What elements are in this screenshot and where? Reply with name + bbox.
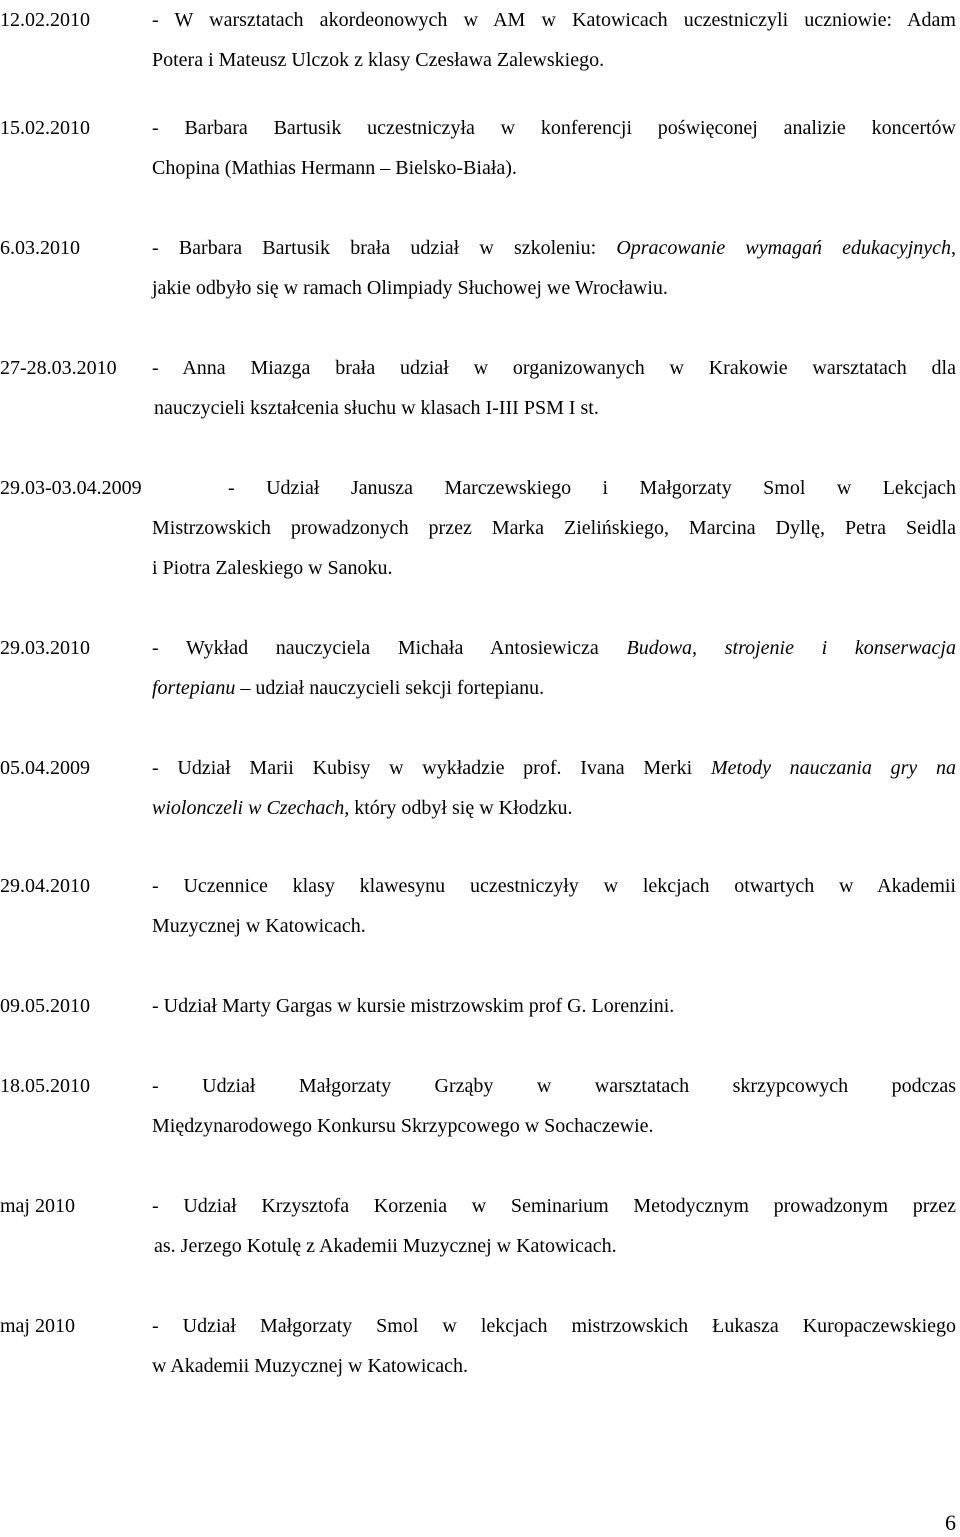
text-segment: - Udział Marii Kubisy w wykładzie prof. Ivana Merki xyxy=(152,757,711,779)
text-line xyxy=(152,508,956,548)
text-segment: - Udział Krzysztofa Korzenia w Seminarium Metodycznym prowadzonym przez xyxy=(152,1195,956,1217)
entry-date: 15.02.2010 xyxy=(0,117,90,139)
entry-text xyxy=(152,1306,956,1386)
italic-title: Budowa, strojenie i konserwacja xyxy=(626,637,956,659)
text-line xyxy=(152,788,956,828)
text-segment: w Akademii Muzycznej w Katowicach. xyxy=(152,1355,469,1377)
text-line xyxy=(152,1186,956,1226)
text-line xyxy=(152,40,956,80)
text-line xyxy=(152,268,956,308)
entry-text xyxy=(152,866,956,946)
italic-title: Opracowanie wymagań edukacyjnych xyxy=(616,237,951,259)
text-line xyxy=(228,468,956,508)
entry-text xyxy=(152,986,956,1026)
text-segment: jakie odbyło się w ramach Olimpiady Słuchowej we Wrocławiu. xyxy=(152,277,668,299)
text-line xyxy=(152,906,956,946)
text-segment: , xyxy=(951,237,956,259)
text-segment: , który odbył się w Kłodzku. xyxy=(344,797,573,819)
text-line xyxy=(152,986,956,1026)
page-number: 6 xyxy=(945,1510,956,1535)
text-segment: Mistrzowskich prowadzonych przez Marka Zielińskiego, Marcina Dyllę, Petra Seidla xyxy=(152,517,956,539)
text-segment: – udział nauczycieli sekcji fortepianu. xyxy=(235,677,545,699)
text-segment: - Barbara Bartusik uczestniczyła w konferencji poświęconej analizie koncertów xyxy=(152,117,956,139)
text-line xyxy=(152,748,956,788)
entry-text xyxy=(152,108,956,188)
text-segment: - Udział Małgorzaty Smol w lekcjach mistrzowskich Łukasza Kuropaczewskiego xyxy=(152,1315,956,1337)
text-line xyxy=(152,628,956,668)
entry-text xyxy=(152,748,956,828)
text-segment: Potera i Mateusz Ulczok z klasy Czesława Zalewskiego. xyxy=(152,49,605,71)
text-segment: - Udział Marty Gargas w kursie mistrzowskim prof G. Lorenzini. xyxy=(152,995,675,1017)
text-segment: nauczycieli kształcenia słuchu w klasach I-III PSM I st. xyxy=(154,397,599,419)
text-segment: - Wykład nauczyciela Michała Antosiewicza xyxy=(152,637,627,659)
text-line xyxy=(152,388,956,428)
text-segment: i Piotra Zaleskiego w Sanoku. xyxy=(152,557,393,579)
entry-text xyxy=(152,628,956,708)
entry-date: 27-28.03.2010 xyxy=(0,357,117,379)
entry-date: 05.04.2009 xyxy=(0,757,90,779)
text-segment: Chopina (Mathias Hermann – Bielsko-Biała). xyxy=(152,157,517,179)
text-line xyxy=(152,1066,956,1106)
text-line xyxy=(152,148,956,188)
italic-title: fortepianu xyxy=(152,677,236,699)
text-segment: Muzycznej w Katowicach. xyxy=(152,915,366,937)
text-line xyxy=(152,1306,956,1346)
italic-title: wiolonczeli w Czechach xyxy=(152,797,345,819)
italic-title: Metody nauczania gry na xyxy=(710,757,956,779)
text-line xyxy=(152,866,956,906)
text-line xyxy=(152,1346,956,1386)
text-segment: - Barbara Bartusik brała udział w szkoleniu: xyxy=(152,237,617,259)
text-line xyxy=(152,348,956,388)
entry-date: 29.03-03.04.2009 xyxy=(0,477,142,499)
entry-text xyxy=(152,0,956,80)
text-segment: - Anna Miazga brała udział w organizowanych w Krakowie warsztatach dla xyxy=(152,357,956,379)
entry-text xyxy=(152,228,956,308)
text-line xyxy=(152,1106,956,1146)
text-line xyxy=(152,0,956,40)
text-segment: as. Jerzego Kotulę z Akademii Muzycznej w Katowicach. xyxy=(154,1235,617,1257)
text-segment: - W warsztatach akordeonowych w AM w Katowicach uczestniczyli uczniowie: Adam xyxy=(152,9,956,31)
text-line xyxy=(152,1226,956,1266)
entry-date: 18.05.2010 xyxy=(0,1075,90,1097)
entry-text xyxy=(152,1066,956,1146)
entry-date: 29.04.2010 xyxy=(0,875,90,897)
text-line xyxy=(152,228,956,268)
entry-date: 6.03.2010 xyxy=(0,237,80,259)
entry-text xyxy=(152,468,956,588)
entry-text xyxy=(152,348,956,428)
text-segment: - Udział Janusza Marczewskiego i Małgorzaty Smol w Lekcjach xyxy=(228,477,956,499)
entry-date: 12.02.2010 xyxy=(0,9,90,31)
text-line xyxy=(152,668,956,708)
entry-date: 29.03.2010 xyxy=(0,637,90,659)
entry-date: 09.05.2010 xyxy=(0,995,90,1017)
entry-text xyxy=(152,1186,956,1266)
text-line xyxy=(152,108,956,148)
text-line xyxy=(152,548,956,588)
entry-date: maj 2010 xyxy=(0,1195,75,1217)
entry-date: maj 2010 xyxy=(0,1315,75,1337)
text-segment: Międzynarodowego Konkursu Skrzypcowego w Sochaczewie. xyxy=(152,1115,654,1137)
text-segment: - Udział Małgorzaty Grząby w warsztatach skrzypcowych podczas xyxy=(152,1075,956,1097)
text-segment: - Uczennice klasy klawesynu uczestniczyły w lekcjach otwartych w Akademii xyxy=(152,875,956,897)
